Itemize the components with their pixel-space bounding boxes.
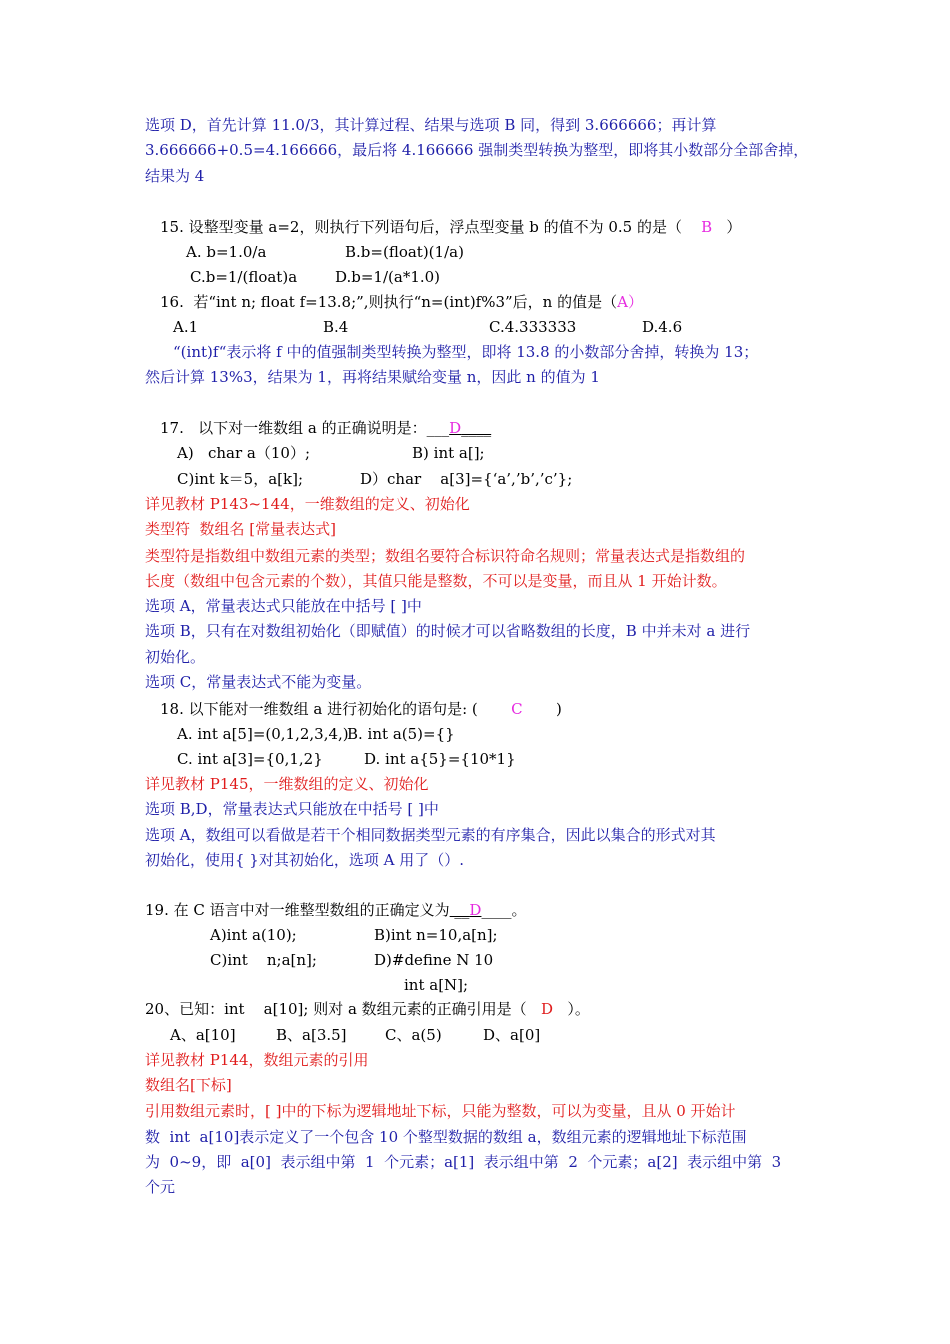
answer-blank: ____	[461, 419, 492, 437]
question-stem: 16. 若“int n; float f=13.8;”,则执行“n=(int)f%3”后，n 的值是（	[160, 293, 618, 311]
option-c: C)int n;a[n];	[210, 951, 317, 969]
note-line: 选项 A，常量表达式只能放在中括号 [ ]中	[145, 597, 422, 615]
question-stem: 20、已知：int a[10]; 则对 a 数组元素的正确引用是（	[145, 1000, 527, 1018]
question-stem: 19. 在 C 语言中对一维整型数组的正确定义为	[145, 901, 450, 919]
description-line: 个元	[145, 1178, 176, 1196]
option-c: C)int k＝5，a[k];	[177, 470, 304, 488]
answer-blank: __	[449, 901, 470, 919]
option-a: A. b=1.0/a	[186, 243, 267, 261]
option-a: A. int a[5]=(0,1,2,3,4,)	[177, 725, 349, 743]
option-b: B)int n=10,a[n];	[374, 926, 498, 944]
answer-mark: B	[701, 218, 713, 236]
option-d: D.4.6	[642, 318, 683, 336]
note-line: 选项 A，数组可以看做是若干个相同数据类型元素的有序集合，因此以集合的形式对其	[145, 826, 716, 844]
question-close: )	[556, 700, 562, 718]
answer-blank: ___	[426, 419, 450, 437]
option-a: A)int a(10);	[210, 926, 297, 944]
option-b: B.b=(float)(1/a)	[345, 243, 464, 261]
option-a: A) char a（10）;	[177, 444, 311, 462]
answer-mark: D	[449, 419, 462, 437]
option-b: B) int a[];	[412, 444, 485, 462]
option-b: B、a[3.5]	[276, 1026, 347, 1044]
note-line: 选项 C，常量表达式不能为变量。	[145, 673, 372, 691]
description-line: 类型符是指数组中数组元素的类型；数组名要符合标识符命名规则；常量表达式是指数组的	[145, 547, 746, 565]
explanation-line: 结果为 4	[145, 167, 205, 185]
explanation-line: “(int)f“表示将 f 中的值强制类型转换为整型，即将 13.8 的小数部分舍掉，转换为 13；	[173, 343, 759, 361]
answer-mark: D	[469, 901, 482, 919]
note-line: 选项 B，只有在对数组初始化（即赋值）的时候才可以省略数组的长度，B 中并未对 a 进行	[145, 622, 751, 640]
note-line: 初始化。	[145, 648, 206, 666]
syntax-line: 数组名[下标]	[145, 1076, 232, 1094]
question-16	[160, 292, 643, 312]
option-c: C.b=1/(float)a	[190, 268, 298, 286]
answer-blank: ____。	[481, 901, 527, 919]
option-c: C、a(5)	[385, 1026, 442, 1044]
description-line: 数 int a[10]表示定义了一个包含 10 个整型数据的数组 a，数组元素的逻辑地址下标范围	[145, 1128, 747, 1146]
explanation-line: 3.666666+0.5=4.166666，最后将 4.166666 强制类型转换为整型，即将其小数部分全部舍掉，	[145, 141, 809, 159]
option-d: D. int a{5}={10*1}	[364, 750, 516, 768]
question-18	[160, 699, 562, 719]
note-line: 选项 B,D，常量表达式只能放在中括号 [ ]中	[145, 800, 439, 818]
question-stem: 17. 以下对一维数组 a 的正确说明是：	[160, 419, 427, 437]
textbook-reference: 详见教材 P145，一维数组的定义、初始化	[145, 775, 429, 793]
textbook-reference: 详见教材 P144，数组元素的引用	[145, 1051, 369, 1069]
option-d: D、a[0]	[483, 1026, 541, 1044]
syntax-line: 类型符 数组名 [常量表达式]	[145, 520, 337, 538]
note-line: 初始化，使用{ }对其初始化，选项 A 用了（）.	[145, 851, 464, 869]
option-d: D）char a[3]={‘a’,’b’,’c’};	[360, 470, 573, 488]
question-close: ）	[726, 218, 742, 236]
option-c: C. int a[3]={0,1,2}	[177, 750, 323, 768]
question-20	[145, 999, 590, 1019]
option-b: B.4	[323, 318, 349, 336]
question-stem: 18. 以下能对一维数组 a 进行初始化的语句是: (	[160, 700, 478, 718]
question-close: ）	[627, 293, 643, 311]
option-a: A.1	[173, 318, 199, 336]
option-c: C.4.333333	[489, 318, 577, 336]
answer-mark: A	[617, 293, 628, 311]
description-line: 长度（数组中包含元素的个数），其值只能是整数，不可以是变量，而且从 1 开始计数。	[145, 572, 727, 590]
option-d: D.b=1/(a*1.0)	[335, 268, 441, 286]
option-d-continued: int a[N];	[404, 976, 469, 994]
explanation-line: 选项 D，首先计算 11.0/3，其计算过程、结果与选项 B 同，得到 3.666666；再计算	[145, 116, 717, 134]
question-close: ）。	[567, 1000, 590, 1018]
description-line: 引用数组元素时，[ ]中的下标为逻辑地址下标，只能为整数，可以为变量，且从 0 开始计	[145, 1102, 736, 1120]
question-19	[145, 900, 526, 920]
option-a: A、a[10]	[170, 1026, 236, 1044]
option-d: D)#define N 10	[374, 951, 494, 969]
textbook-reference: 详见教材 P143~144，一维数组的定义、初始化	[145, 495, 470, 513]
question-15	[160, 217, 741, 237]
answer-mark: C	[511, 700, 523, 718]
question-stem: 15. 设整型变量 a=2，则执行下列语句后，浮点型变量 b 的值不为 0.5 的是（	[160, 218, 682, 236]
description-line: 为 0~9，即 a[0] 表示组中第 1 个元素；a[1] 表示组中第 2 个元素；a[2] 表示组中第 3	[145, 1153, 782, 1171]
question-17	[160, 418, 491, 438]
option-b: B. int a(5)={}	[347, 725, 455, 743]
answer-mark: D	[541, 1000, 554, 1018]
explanation-line: 然后计算 13%3，结果为 1，再将结果赋给变量 n，因此 n 的值为 1	[145, 368, 600, 386]
